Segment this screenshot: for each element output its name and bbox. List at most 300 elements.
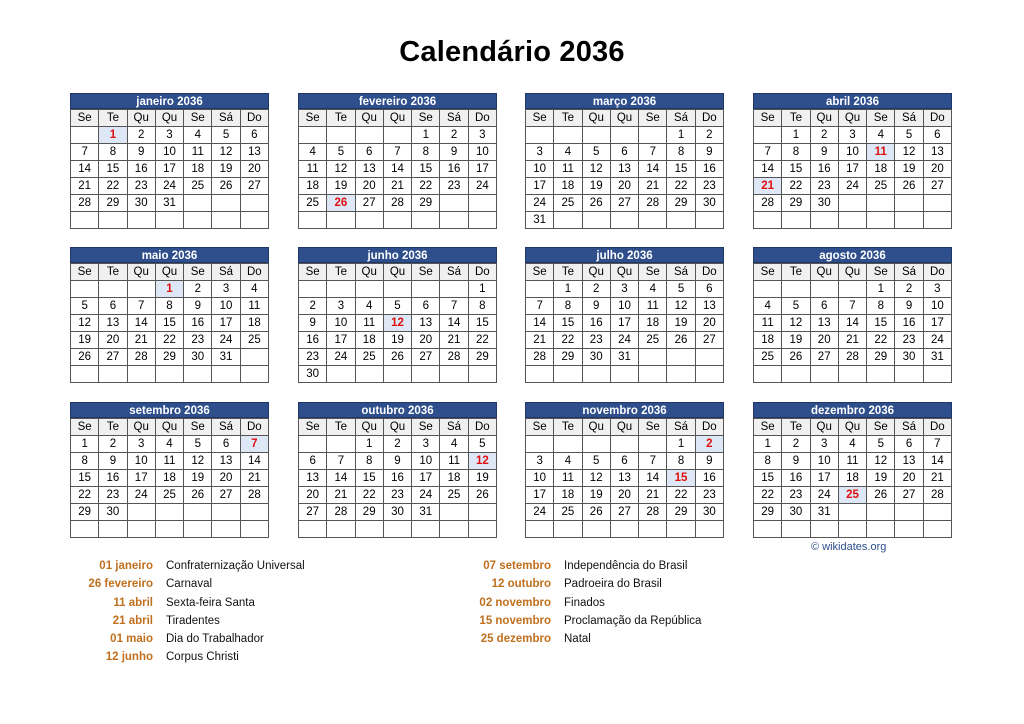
holiday-name: Proclamação da República <box>564 614 702 627</box>
weekday-label: Do <box>240 110 268 127</box>
day-cell: 11 <box>299 161 327 178</box>
day-cell: 20 <box>412 332 440 349</box>
empty-cell <box>383 212 411 229</box>
day-cell: 1 <box>554 281 582 298</box>
day-cell: 1 <box>782 127 810 144</box>
day-cell: 5 <box>895 127 923 144</box>
weekday-label: Se <box>754 264 782 281</box>
day-cell: 3 <box>412 436 440 453</box>
month-grid <box>753 109 952 229</box>
month-grid <box>298 109 497 229</box>
day-cell: 22 <box>468 332 496 349</box>
empty-cell <box>582 127 610 144</box>
day-cell: 27 <box>240 178 268 195</box>
day-cell: 26 <box>184 487 212 504</box>
empty-cell <box>895 195 923 212</box>
day-cell: 13 <box>99 315 127 332</box>
weekday-label: Sá <box>212 110 240 127</box>
day-cell: 27 <box>355 195 383 212</box>
empty-cell <box>639 521 667 538</box>
day-cell: 30 <box>695 504 723 521</box>
day-cell: 8 <box>99 144 127 161</box>
empty-cell <box>526 521 554 538</box>
weekday-label: Te <box>554 110 582 127</box>
weekday-label: Sá <box>895 264 923 281</box>
day-cell: 19 <box>582 487 610 504</box>
empty-cell <box>127 366 155 383</box>
day-cell: 2 <box>99 436 127 453</box>
day-cell: 12 <box>71 315 99 332</box>
day-cell: 24 <box>468 178 496 195</box>
empty-cell <box>695 366 723 383</box>
empty-cell <box>155 504 183 521</box>
empty-cell <box>610 366 638 383</box>
day-cell: 6 <box>895 436 923 453</box>
month-title: janeiro 2036 <box>70 93 269 109</box>
day-cell: 30 <box>383 504 411 521</box>
day-cell: 28 <box>526 349 554 366</box>
day-cell: 25 <box>440 487 468 504</box>
day-cell: 30 <box>810 195 838 212</box>
day-cell: 18 <box>754 332 782 349</box>
holiday-name: Sexta-feira Santa <box>166 596 255 609</box>
day-cell: 17 <box>327 332 355 349</box>
day-cell: 12 <box>582 470 610 487</box>
day-cell: 20 <box>923 161 951 178</box>
day-cell: 9 <box>695 144 723 161</box>
empty-cell <box>184 521 212 538</box>
day-cell: 23 <box>383 487 411 504</box>
empty-cell <box>923 195 951 212</box>
month-grid <box>525 263 724 383</box>
empty-cell <box>754 127 782 144</box>
day-cell: 14 <box>127 315 155 332</box>
month-title: fevereiro 2036 <box>298 93 497 109</box>
day-cell: 10 <box>412 453 440 470</box>
day-cell: 16 <box>299 332 327 349</box>
empty-cell <box>412 521 440 538</box>
empty-cell <box>184 504 212 521</box>
empty-cell <box>838 212 866 229</box>
day-cell: 15 <box>71 470 99 487</box>
day-cell: 21 <box>639 178 667 195</box>
day-cell: 12 <box>212 144 240 161</box>
weekday-label: Qu <box>838 264 866 281</box>
day-cell: 15 <box>667 470 695 487</box>
empty-cell <box>71 212 99 229</box>
day-cell: 19 <box>383 332 411 349</box>
empty-cell <box>184 366 212 383</box>
empty-cell <box>383 127 411 144</box>
day-cell: 5 <box>327 144 355 161</box>
day-cell: 6 <box>99 298 127 315</box>
empty-cell <box>695 521 723 538</box>
day-cell: 4 <box>440 436 468 453</box>
weekday-label: Sá <box>440 419 468 436</box>
day-cell: 21 <box>383 178 411 195</box>
day-cell: 31 <box>526 212 554 229</box>
holiday-name: Corpus Christi <box>166 651 239 664</box>
weekday-label: Se <box>526 264 554 281</box>
empty-cell <box>99 281 127 298</box>
day-cell: 23 <box>895 332 923 349</box>
day-cell: 4 <box>554 144 582 161</box>
day-cell: 26 <box>582 195 610 212</box>
month-calendar <box>525 93 724 229</box>
day-cell: 7 <box>240 436 268 453</box>
day-cell: 21 <box>526 332 554 349</box>
day-cell: 3 <box>468 127 496 144</box>
day-cell: 20 <box>695 315 723 332</box>
weekday-label: Se <box>184 419 212 436</box>
holiday-row <box>439 594 701 612</box>
credit-link[interactable]: © wikidates.org <box>811 541 887 553</box>
day-cell: 24 <box>923 332 951 349</box>
holiday-name: Natal <box>564 633 591 646</box>
day-cell: 18 <box>867 161 895 178</box>
empty-cell <box>355 366 383 383</box>
weekday-label: Se <box>639 110 667 127</box>
day-cell: 30 <box>695 195 723 212</box>
empty-cell <box>327 127 355 144</box>
day-cell: 29 <box>782 195 810 212</box>
empty-cell <box>212 521 240 538</box>
day-cell: 6 <box>240 127 268 144</box>
day-cell: 21 <box>754 178 782 195</box>
empty-cell <box>582 521 610 538</box>
day-cell: 14 <box>327 470 355 487</box>
holiday-row <box>41 557 305 575</box>
day-cell: 12 <box>582 161 610 178</box>
day-cell: 10 <box>127 453 155 470</box>
weekday-label: Do <box>468 419 496 436</box>
day-cell: 19 <box>867 470 895 487</box>
day-cell: 18 <box>155 470 183 487</box>
empty-cell <box>923 366 951 383</box>
month-calendar <box>298 247 497 383</box>
day-cell: 29 <box>754 504 782 521</box>
empty-cell <box>212 504 240 521</box>
day-cell: 3 <box>810 436 838 453</box>
weekday-label: Sá <box>667 110 695 127</box>
weekday-label: Sá <box>895 419 923 436</box>
weekday-label: Se <box>754 110 782 127</box>
holiday-name: Finados <box>564 596 605 609</box>
empty-cell <box>923 521 951 538</box>
day-cell: 26 <box>867 487 895 504</box>
month-calendar <box>753 93 952 229</box>
day-cell: 14 <box>71 161 99 178</box>
day-cell: 16 <box>184 315 212 332</box>
empty-cell <box>440 195 468 212</box>
empty-cell <box>838 195 866 212</box>
day-cell: 7 <box>383 144 411 161</box>
day-cell: 22 <box>554 332 582 349</box>
day-cell: 14 <box>383 161 411 178</box>
day-cell: 25 <box>299 195 327 212</box>
weekday-label: Se <box>71 419 99 436</box>
weekday-label: Do <box>468 110 496 127</box>
day-cell: 29 <box>99 195 127 212</box>
empty-cell <box>554 127 582 144</box>
day-cell: 12 <box>782 315 810 332</box>
day-cell: 1 <box>355 436 383 453</box>
day-cell: 24 <box>838 178 866 195</box>
day-cell: 22 <box>667 178 695 195</box>
weekday-label: Te <box>782 419 810 436</box>
day-cell: 11 <box>184 144 212 161</box>
day-cell: 23 <box>782 487 810 504</box>
empty-cell <box>383 521 411 538</box>
holiday-date: 12 junho <box>105 651 153 664</box>
day-cell: 21 <box>240 470 268 487</box>
empty-cell <box>299 127 327 144</box>
weekday-label: Qu <box>610 264 638 281</box>
empty-cell <box>468 212 496 229</box>
day-cell: 4 <box>639 281 667 298</box>
day-cell: 29 <box>155 349 183 366</box>
empty-cell <box>754 521 782 538</box>
empty-cell <box>383 366 411 383</box>
day-cell: 5 <box>582 453 610 470</box>
holiday-date: 21 abril <box>112 614 153 627</box>
day-cell: 18 <box>355 332 383 349</box>
day-cell: 9 <box>99 453 127 470</box>
empty-cell <box>810 521 838 538</box>
month-grid <box>70 418 269 538</box>
day-cell: 8 <box>867 298 895 315</box>
day-cell: 23 <box>127 178 155 195</box>
day-cell: 20 <box>99 332 127 349</box>
weekday-label: Qu <box>810 110 838 127</box>
day-cell: 17 <box>610 315 638 332</box>
day-cell: 21 <box>71 178 99 195</box>
empty-cell <box>923 504 951 521</box>
day-cell: 12 <box>667 298 695 315</box>
day-cell: 7 <box>838 298 866 315</box>
day-cell: 27 <box>895 487 923 504</box>
empty-cell <box>440 366 468 383</box>
day-cell: 17 <box>810 470 838 487</box>
day-cell: 31 <box>810 504 838 521</box>
weekday-label: Se <box>299 110 327 127</box>
day-cell: 5 <box>582 144 610 161</box>
weekday-label: Se <box>412 110 440 127</box>
day-cell: 8 <box>412 144 440 161</box>
day-cell: 26 <box>582 504 610 521</box>
day-cell: 30 <box>184 349 212 366</box>
day-cell: 26 <box>383 349 411 366</box>
holiday-date: 25 dezembro <box>480 633 551 646</box>
day-cell: 10 <box>610 298 638 315</box>
day-cell: 7 <box>526 298 554 315</box>
day-cell: 13 <box>412 315 440 332</box>
day-cell: 29 <box>71 504 99 521</box>
weekday-label: Se <box>639 419 667 436</box>
day-cell: 11 <box>838 453 866 470</box>
empty-cell <box>526 436 554 453</box>
holiday-date: 07 setembro <box>483 560 551 572</box>
day-cell: 14 <box>754 161 782 178</box>
day-cell: 4 <box>155 436 183 453</box>
empty-cell <box>667 212 695 229</box>
day-cell: 1 <box>468 281 496 298</box>
weekday-label: Sá <box>667 419 695 436</box>
day-cell: 27 <box>610 195 638 212</box>
day-cell: 12 <box>895 144 923 161</box>
empty-cell <box>468 504 496 521</box>
month-grid <box>753 263 952 383</box>
weekday-label: Sá <box>440 110 468 127</box>
day-cell: 22 <box>71 487 99 504</box>
weekday-label: Sá <box>667 264 695 281</box>
empty-cell <box>838 521 866 538</box>
day-cell: 16 <box>782 470 810 487</box>
weekday-label: Do <box>923 264 951 281</box>
day-cell: 24 <box>810 487 838 504</box>
day-cell: 17 <box>838 161 866 178</box>
weekday-label: Se <box>299 419 327 436</box>
day-cell: 28 <box>240 487 268 504</box>
empty-cell <box>895 504 923 521</box>
weekday-label: Sá <box>212 419 240 436</box>
empty-cell <box>639 349 667 366</box>
weekday-label: Qu <box>355 264 383 281</box>
day-cell: 19 <box>895 161 923 178</box>
day-cell: 24 <box>412 487 440 504</box>
day-cell: 23 <box>299 349 327 366</box>
day-cell: 2 <box>440 127 468 144</box>
empty-cell <box>554 521 582 538</box>
empty-cell <box>610 212 638 229</box>
day-cell: 27 <box>299 504 327 521</box>
month-title: julho 2036 <box>525 247 724 263</box>
empty-cell <box>754 366 782 383</box>
day-cell: 6 <box>299 453 327 470</box>
holiday-row <box>439 612 701 630</box>
month-calendar <box>70 93 269 229</box>
day-cell: 20 <box>895 470 923 487</box>
day-cell: 13 <box>240 144 268 161</box>
day-cell: 2 <box>582 281 610 298</box>
day-cell: 18 <box>184 161 212 178</box>
empty-cell <box>412 366 440 383</box>
empty-cell <box>127 212 155 229</box>
weekday-label: Te <box>327 264 355 281</box>
month-calendar <box>298 93 497 229</box>
day-cell: 17 <box>526 178 554 195</box>
month-title: dezembro 2036 <box>753 402 952 418</box>
day-cell: 11 <box>240 298 268 315</box>
empty-cell <box>71 127 99 144</box>
month-title: março 2036 <box>525 93 724 109</box>
day-cell: 12 <box>383 315 411 332</box>
day-cell: 11 <box>867 144 895 161</box>
day-cell: 13 <box>923 144 951 161</box>
weekday-label: Se <box>867 110 895 127</box>
empty-cell <box>639 127 667 144</box>
day-cell: 17 <box>923 315 951 332</box>
weekday-label: Do <box>923 110 951 127</box>
day-cell: 18 <box>240 315 268 332</box>
empty-cell <box>127 504 155 521</box>
month-calendar <box>753 402 952 538</box>
weekday-label: Qu <box>838 110 866 127</box>
day-cell: 24 <box>610 332 638 349</box>
day-cell: 25 <box>355 349 383 366</box>
day-cell: 21 <box>639 487 667 504</box>
day-cell: 8 <box>667 453 695 470</box>
empty-cell <box>554 366 582 383</box>
day-cell: 29 <box>867 349 895 366</box>
day-cell: 16 <box>895 315 923 332</box>
empty-cell <box>810 366 838 383</box>
month-grid <box>753 418 952 538</box>
weekday-label: Se <box>754 419 782 436</box>
empty-cell <box>782 212 810 229</box>
day-cell: 16 <box>695 161 723 178</box>
holiday-name: Carnaval <box>166 578 213 591</box>
day-cell: 16 <box>582 315 610 332</box>
day-cell: 3 <box>526 453 554 470</box>
day-cell: 27 <box>212 487 240 504</box>
day-cell: 2 <box>695 436 723 453</box>
empty-cell <box>212 195 240 212</box>
day-cell: 3 <box>212 281 240 298</box>
day-cell: 3 <box>838 127 866 144</box>
holiday-name: Tiradentes <box>166 614 220 627</box>
weekday-label: Qu <box>127 110 155 127</box>
day-cell: 20 <box>212 470 240 487</box>
day-cell: 8 <box>667 144 695 161</box>
empty-cell <box>526 281 554 298</box>
day-cell: 28 <box>639 195 667 212</box>
weekday-label: Qu <box>610 110 638 127</box>
empty-cell <box>810 212 838 229</box>
day-cell: 13 <box>610 161 638 178</box>
day-cell: 4 <box>299 144 327 161</box>
day-cell: 25 <box>554 195 582 212</box>
day-cell: 10 <box>923 298 951 315</box>
day-cell: 10 <box>838 144 866 161</box>
holiday-row <box>41 575 305 593</box>
day-cell: 21 <box>838 332 866 349</box>
day-cell: 30 <box>127 195 155 212</box>
day-cell: 16 <box>440 161 468 178</box>
month-calendar <box>753 247 952 383</box>
weekday-label: Sá <box>895 110 923 127</box>
day-cell: 19 <box>212 161 240 178</box>
day-cell: 25 <box>554 504 582 521</box>
day-cell: 11 <box>355 315 383 332</box>
empty-cell <box>895 521 923 538</box>
day-cell: 9 <box>895 298 923 315</box>
day-cell: 24 <box>212 332 240 349</box>
day-cell: 31 <box>155 195 183 212</box>
day-cell: 2 <box>895 281 923 298</box>
weekday-label: Te <box>327 110 355 127</box>
empty-cell <box>554 212 582 229</box>
weekday-label: Qu <box>127 419 155 436</box>
holiday-row <box>439 575 701 593</box>
empty-cell <box>782 521 810 538</box>
weekday-label: Qu <box>155 264 183 281</box>
day-cell: 26 <box>71 349 99 366</box>
empty-cell <box>155 521 183 538</box>
day-cell: 15 <box>155 315 183 332</box>
empty-cell <box>610 521 638 538</box>
day-cell: 9 <box>127 144 155 161</box>
